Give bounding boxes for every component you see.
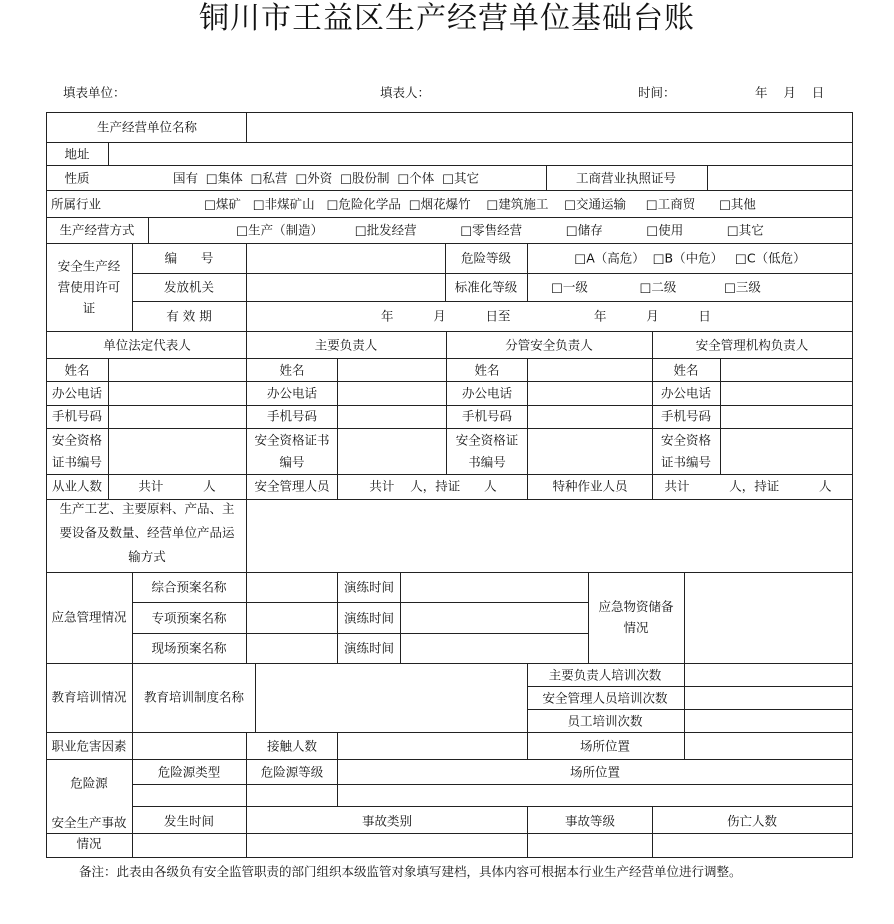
label-name: 姓名 [474, 362, 500, 378]
label-exposed: 接触人数 [266, 738, 318, 754]
footnote: 备注：此表由各级负有安全监管职责的部门组织本级监管对象填写建档，具体内容可根据本行业生产经营单位进行调整。 [79, 864, 742, 879]
label-unit-name: 生产经营单位名称 [96, 119, 198, 135]
label-training: 教育培训情况 [51, 689, 127, 705]
label-deputy-head: 分管安全负责人 [505, 337, 593, 353]
label-location: 场所位置 [569, 764, 621, 780]
label-plan-general: 综合预案名称 [151, 579, 227, 595]
safety-staff-count: 共计 人，持证 人 [369, 478, 497, 494]
label-cert-line1: 安全资格 [51, 432, 103, 448]
label-hazard-grade: 危险源等级 [260, 764, 324, 780]
label-mode: 生产经营方式 [59, 222, 135, 238]
label-drill-time: 演练时间 [343, 610, 395, 626]
label-reserve: 应急物资储备 情况 [598, 599, 674, 635]
label-industry: 所属行业 [50, 196, 102, 212]
label-license-no: 工商营业执照证号 [575, 170, 677, 186]
special-ops-count: 共计 人，持证 人 [664, 478, 832, 494]
label-office-phone: 办公电话 [461, 385, 513, 401]
label-nature: 性质 [64, 170, 90, 186]
label-name: 姓名 [64, 362, 90, 378]
label-train-main: 主要负责人培训次数 [548, 667, 662, 683]
label-name: 姓名 [279, 362, 305, 378]
label-hazard-type: 危险源类型 [157, 764, 221, 780]
label-address: 地址 [64, 146, 90, 162]
label-cert-line2: 证书编号 [51, 454, 103, 470]
label-mobile: 手机号码 [660, 408, 712, 424]
label-accident-type: 事故类别 [361, 813, 413, 829]
fill-unit-label: 填表单位： [63, 85, 126, 100]
label-office-phone: 办公电话 [660, 385, 712, 401]
label-casualties: 伤亡人数 [726, 813, 778, 829]
label-safety-staff: 安全管理人员 [254, 478, 330, 494]
label-mobile: 手机号码 [461, 408, 513, 424]
label-mobile: 手机号码 [266, 408, 318, 424]
label-standard-level: 标准化等级 [454, 279, 518, 295]
label-cert-line2: 编号 [279, 454, 305, 470]
label-legal-rep: 单位法定代表人 [103, 337, 191, 353]
filler-label: 填表人： [380, 85, 431, 100]
label-process-desc: 生产工艺、主要原料、产品、主 要设备及数量、经营单位产品运 输方式 [59, 501, 235, 564]
employees-total: 共计 人 [138, 478, 216, 494]
date-placeholder: 年 月 日 [755, 85, 825, 100]
label-cert-line1: 安全资格 [660, 432, 712, 448]
label-cert-line1: 安全资格证 [455, 432, 519, 448]
label-office-phone: 办公电话 [266, 385, 318, 401]
validity-range: 年 月 日至 年 月 日 [381, 308, 711, 324]
standard-level-options[interactable]: □一级 □二级 □三级 [551, 279, 761, 295]
label-safety-dept-head: 安全管理机构负责人 [695, 337, 809, 353]
page-title: 铜川市王益区生产经营单位基础台账 [199, 1, 695, 36]
mode-options[interactable]: □生产（制造） □批发经营 □零售经营 □储存 □使用 □其它 [236, 222, 764, 238]
nature-options[interactable]: 国有 □集体 □私营 □外资 □股份制 □个体 □其它 [172, 170, 480, 186]
label-accident: 安全生产事故 情况 [51, 815, 127, 851]
label-permit: 安全生产经 营使用许可 证 [57, 258, 121, 316]
label-mobile: 手机号码 [51, 408, 103, 424]
label-cert-line1: 安全资格证书 [254, 432, 330, 448]
label-occ-hazard: 职业危害因素 [51, 738, 127, 754]
time-label: 时间： [638, 85, 676, 100]
label-danger-level: 危险等级 [460, 250, 512, 266]
label-train-safety: 安全管理人员培训次数 [542, 690, 668, 706]
label-office-phone: 办公电话 [51, 385, 103, 401]
label-employees: 从业人数 [51, 478, 103, 494]
label-plan-special: 专项预案名称 [151, 610, 227, 626]
label-drill-time: 演练时间 [343, 640, 395, 656]
label-special-ops: 特种作业人员 [552, 478, 628, 494]
industry-options[interactable]: □煤矿 □非煤矿山 □危险化学品 □烟花爆竹 □建筑施工 □交通运输 □工商贸 □其他 [204, 196, 756, 212]
label-drill-time: 演练时间 [343, 579, 395, 595]
label-accident-time: 发生时间 [163, 813, 215, 829]
label-hazard-source: 危险源 [70, 775, 108, 791]
label-validity: 有 效 期 [166, 308, 212, 324]
label-issuer: 发放机关 [163, 279, 215, 295]
label-main-head: 主要负责人 [314, 337, 378, 353]
label-plan-onsite: 现场预案名称 [151, 640, 227, 656]
label-cert-line2: 书编号 [468, 454, 506, 470]
label-cert-line2: 证书编号 [660, 454, 712, 470]
label-train-staff: 员工培训次数 [567, 713, 643, 729]
label-accident-grade: 事故等级 [564, 813, 616, 829]
danger-level-options[interactable]: □A（高危） □B（中危） □C（低危） [574, 250, 806, 266]
label-training-system: 教育培训制度名称 [143, 689, 245, 705]
label-emergency: 应急管理情况 [51, 609, 127, 625]
label-location: 场所位置 [579, 738, 631, 754]
label-permit-no: 编 号 [164, 250, 214, 266]
label-name: 姓名 [673, 362, 699, 378]
